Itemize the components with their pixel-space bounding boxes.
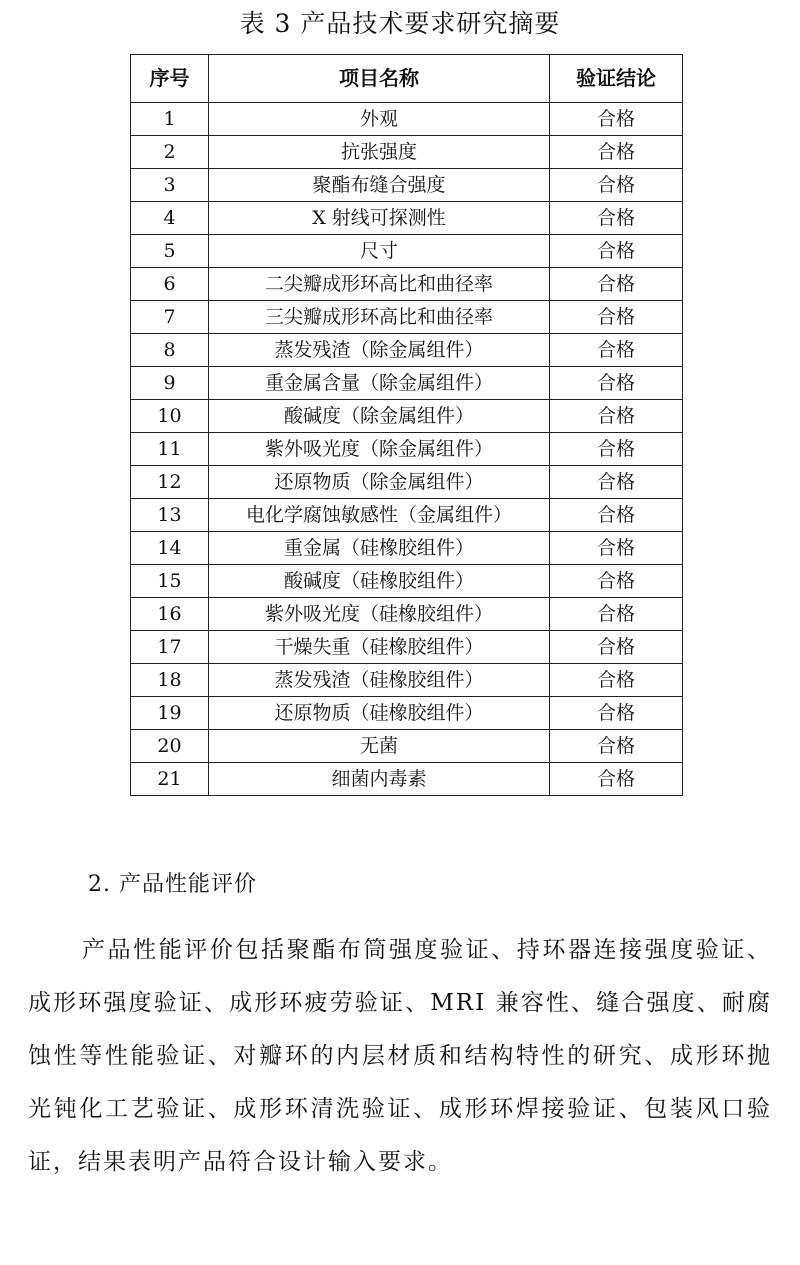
- cell-serial-number: 21: [131, 763, 209, 796]
- header-verification-result: 验证结论: [550, 55, 683, 103]
- cell-item-name: 蒸发残渣（硅橡胶组件）: [209, 664, 550, 697]
- cell-verification-result: 合格: [550, 169, 683, 202]
- table-row: [131, 565, 683, 598]
- cell-item-name: 还原物质（除金属组件）: [209, 466, 550, 499]
- cell-serial-number: 7: [131, 301, 209, 334]
- cell-verification-result: 合格: [550, 730, 683, 763]
- cell-serial-number: 19: [131, 697, 209, 730]
- table-caption: 表 3 产品技术要求研究摘要: [239, 9, 561, 38]
- cell-verification-result: 合格: [550, 235, 683, 268]
- cell-serial-number: 9: [131, 367, 209, 400]
- table-row: [131, 235, 683, 268]
- cell-serial-number: 18: [131, 664, 209, 697]
- cell-verification-result: 合格: [550, 136, 683, 169]
- cell-verification-result: 合格: [550, 334, 683, 367]
- cell-item-name: 电化学腐蚀敏感性（金属组件）: [209, 499, 550, 532]
- cell-item-name: 外观: [209, 103, 550, 136]
- table-row: [131, 136, 683, 169]
- cell-serial-number: 5: [131, 235, 209, 268]
- section-paragraph: 产品性能评价包括聚酯布筒强度验证、持环器连接强度验证、成形环强度验证、成形环疲劳验证、MRI 兼容性、缝合强度、耐腐蚀性等性能验证、对瓣环的内层材质和结构特性的研究、成形环抛光钝化工艺验证、成形环清洗验证、成形环焊接验证、包装风口验证，结果表明产品符合设计输入要求。: [28, 937, 772, 1175]
- cell-item-name: 干燥失重（硅橡胶组件）: [209, 631, 550, 664]
- cell-serial-number: 17: [131, 631, 209, 664]
- cell-serial-number: 6: [131, 268, 209, 301]
- table-row: [131, 598, 683, 631]
- cell-serial-number: 16: [131, 598, 209, 631]
- cell-item-name: 细菌内毒素: [209, 763, 550, 796]
- cell-serial-number: 15: [131, 565, 209, 598]
- cell-item-name: 二尖瓣成形环高比和曲径率: [209, 268, 550, 301]
- cell-verification-result: 合格: [550, 367, 683, 400]
- header-serial-number: 序号: [131, 55, 209, 103]
- cell-serial-number: 20: [131, 730, 209, 763]
- cell-verification-result: 合格: [550, 697, 683, 730]
- cell-serial-number: 1: [131, 103, 209, 136]
- table-row: [131, 202, 683, 235]
- table-row: [131, 301, 683, 334]
- cell-item-name: 抗张强度: [209, 136, 550, 169]
- cell-verification-result: 合格: [550, 631, 683, 664]
- cell-item-name: X 射线可探测性: [209, 202, 550, 235]
- cell-item-name: 三尖瓣成形环高比和曲径率: [209, 301, 550, 334]
- cell-item-name: 尺寸: [209, 235, 550, 268]
- cell-verification-result: 合格: [550, 499, 683, 532]
- cell-serial-number: 3: [131, 169, 209, 202]
- cell-verification-result: 合格: [550, 433, 683, 466]
- cell-verification-result: 合格: [550, 301, 683, 334]
- table-header-row: [131, 55, 683, 103]
- cell-verification-result: 合格: [550, 466, 683, 499]
- cell-serial-number: 12: [131, 466, 209, 499]
- table-row: [131, 466, 683, 499]
- cell-verification-result: 合格: [550, 763, 683, 796]
- cell-serial-number: 11: [131, 433, 209, 466]
- cell-verification-result: 合格: [550, 565, 683, 598]
- cell-verification-result: 合格: [550, 532, 683, 565]
- header-item-name: 项目名称: [209, 55, 550, 103]
- cell-verification-result: 合格: [550, 268, 683, 301]
- table-row: [131, 664, 683, 697]
- table-row: [131, 334, 683, 367]
- table-row: [131, 367, 683, 400]
- cell-verification-result: 合格: [550, 598, 683, 631]
- cell-item-name: 重金属含量（除金属组件）: [209, 367, 550, 400]
- section-heading: 2. 产品性能评价: [88, 872, 257, 897]
- cell-serial-number: 13: [131, 499, 209, 532]
- cell-item-name: 紫外吸光度（硅橡胶组件）: [209, 598, 550, 631]
- cell-serial-number: 8: [131, 334, 209, 367]
- table-row: [131, 631, 683, 664]
- table-row: [131, 730, 683, 763]
- cell-item-name: 无菌: [209, 730, 550, 763]
- cell-verification-result: 合格: [550, 400, 683, 433]
- table-row: [131, 268, 683, 301]
- cell-serial-number: 2: [131, 136, 209, 169]
- table-row: [131, 169, 683, 202]
- cell-serial-number: 14: [131, 532, 209, 565]
- cell-item-name: 重金属（硅橡胶组件）: [209, 532, 550, 565]
- cell-verification-result: 合格: [550, 664, 683, 697]
- table-row: [131, 763, 683, 796]
- table-row: [131, 697, 683, 730]
- cell-item-name: 紫外吸光度（除金属组件）: [209, 433, 550, 466]
- requirements-summary-table: [130, 54, 683, 796]
- table-row: [131, 433, 683, 466]
- table-row: [131, 499, 683, 532]
- table-row: [131, 103, 683, 136]
- cell-item-name: 蒸发残渣（除金属组件）: [209, 334, 550, 367]
- table-header: [131, 55, 683, 103]
- cell-verification-result: 合格: [550, 202, 683, 235]
- table-body: [131, 103, 683, 796]
- cell-item-name: 酸碱度（硅橡胶组件）: [209, 565, 550, 598]
- cell-item-name: 聚酯布缝合强度: [209, 169, 550, 202]
- cell-item-name: 还原物质（硅橡胶组件）: [209, 697, 550, 730]
- cell-verification-result: 合格: [550, 103, 683, 136]
- table-row: [131, 532, 683, 565]
- cell-serial-number: 4: [131, 202, 209, 235]
- table-row: [131, 400, 683, 433]
- cell-item-name: 酸碱度（除金属组件）: [209, 400, 550, 433]
- cell-serial-number: 10: [131, 400, 209, 433]
